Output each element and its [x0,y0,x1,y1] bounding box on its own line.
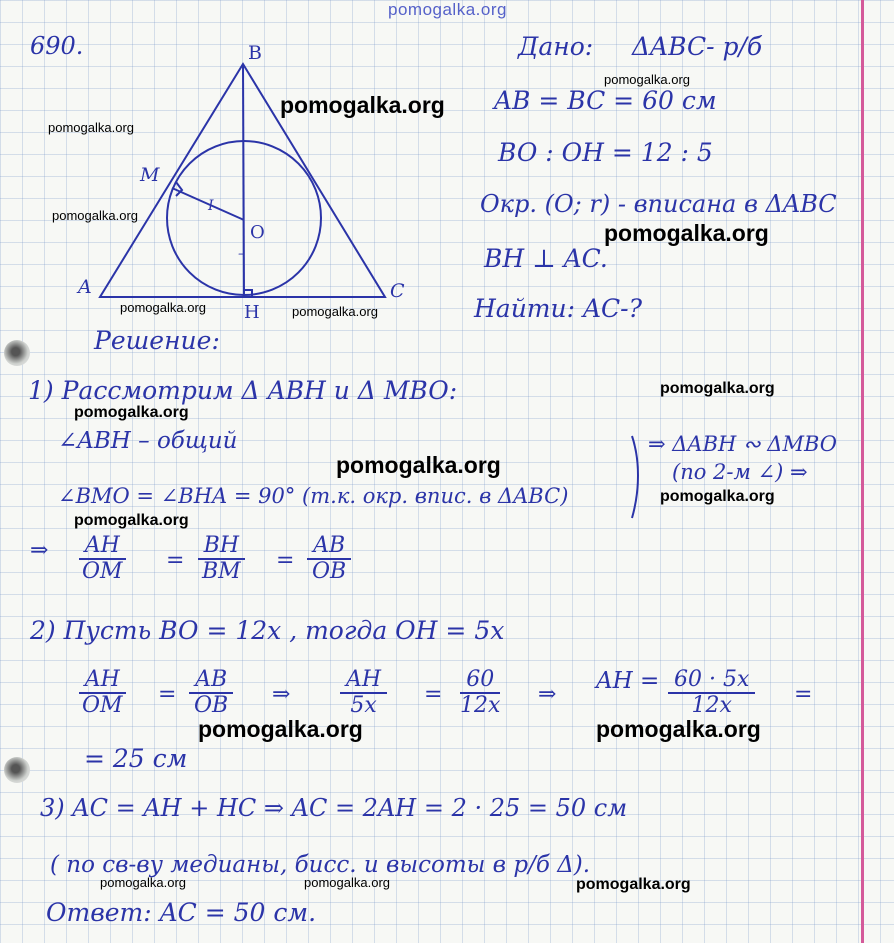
angle-right: ∠BMO = ∠BHA = 90° (т.к. окр. впис. в ΔABC) [58,484,569,508]
watermark: pomogalka.org [604,72,690,87]
fraction-ah-om-2: $\frac{AH}{OM}$ [76,668,129,718]
watermark: pomogalka.org [304,875,390,890]
step1-text: 1) Рассмотрим Δ ABH и Δ MBO: [28,376,458,405]
fraction-ah-om: $\frac{AH}{OM}$ [76,534,129,584]
label-m: M [140,164,160,186]
watermark: pomogalka.org [120,300,206,315]
step3-text: 3) AC = AH + HC ⇒ AC = 2AH = 2 · 25 = 50 см [40,794,628,822]
watermark: pomogalka.org [576,876,691,893]
label-h: H [244,302,260,323]
label-c: C [390,280,405,302]
watermark: pomogalka.org [660,380,775,397]
fraction-ah-5x: $\frac{AH}{5x}$ [340,668,387,718]
ah-result: = 25 см [84,744,188,773]
solution-title: Решение: [94,326,220,355]
watermark: pomogalka.org [660,488,775,505]
fraction-bh-bm: $\frac{BH}{BM}$ [196,534,247,584]
watermark: pomogalka.org [604,220,769,246]
watermark: pomogalka.org [280,92,445,118]
watermark: pomogalka.org [74,404,189,421]
angle-common: ∠ABH – общий [58,428,238,454]
find-line: Найти: AC-? [474,294,643,323]
equals-sign: = [424,682,443,707]
watermark: pomogalka.org [52,208,138,223]
given-line4: Окр. (O; r) - вписана в ΔABC [480,190,837,218]
watermark: pomogalka.org [74,512,189,529]
similar-line2: (по 2-м ∠) ⇒ [672,460,808,484]
label-a: A [78,276,92,298]
equals-sign: = [794,682,813,707]
given-line2: AB = BC = 60 см [494,86,717,115]
given-line5: BH ⊥ AC. [484,244,608,273]
label-b: B [248,42,262,64]
watermark: pomogalka.org [292,304,378,319]
top-watermark: pomogalka.org [388,0,507,19]
given-line3: BO : OH = 12 : 5 [498,138,713,167]
given-line1: ΔABC- р/б [632,32,763,61]
property-note: ( по св-ву медианы, бисс. и высоты в р/б Δ). [50,852,591,878]
watermark: pomogalka.org [336,452,501,478]
equals-sign: = [166,548,185,573]
ah-label: AH = [596,668,660,694]
equals-sign: = [276,548,295,573]
answer-line: Ответ: AC = 50 см. [46,898,317,927]
given-title: Дано: [518,32,594,61]
implies-arrow: ⇒ [272,682,291,707]
problem-number: 690. [30,32,84,60]
fraction-60-12x: $\frac{60}{12x}$ [460,667,501,718]
watermark: pomogalka.org [198,716,363,742]
fraction-ab-ob-2: $\frac{AB}{OB}$ [188,668,234,718]
tick-mark: I [208,198,214,214]
implies-arrow: ⇒ [30,538,49,563]
fraction-ab-ob: $\frac{AB}{OB}$ [306,534,352,584]
fraction-60-5x-12x: $\frac{60 \cdot 5x}{12x}$ [668,668,755,718]
implies-arrow: ⇒ [538,682,557,707]
watermark: pomogalka.org [596,716,761,742]
watermark: pomogalka.org [100,875,186,890]
step2-text: 2) Пусть BO = 12x , тогда OH = 5x [30,616,505,645]
watermark: pomogalka.org [48,120,134,135]
label-o: O [250,222,265,243]
similar-line1: ⇒ ΔABH ∾ ΔMBO [648,432,837,456]
equals-sign: = [158,682,177,707]
tick-mark-2: – [238,246,245,262]
